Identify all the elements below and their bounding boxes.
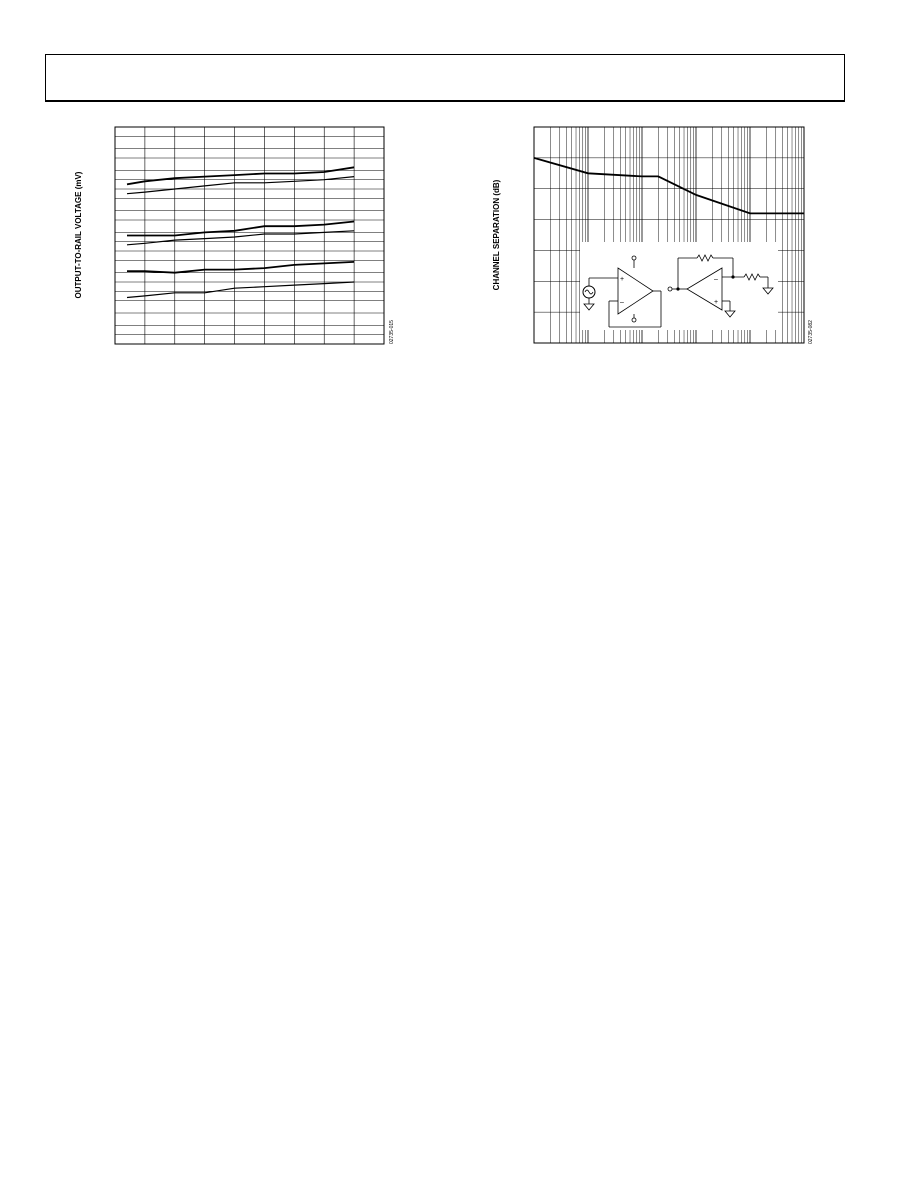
right-series-line-1 xyxy=(534,158,804,214)
left-y-axis-title: OUTPUT-TO-RAIL VOLTAGE (mV) xyxy=(74,171,83,299)
input-terminal-2 xyxy=(668,287,672,291)
left-series-line-3 xyxy=(127,222,354,236)
node-dot-out xyxy=(731,275,734,278)
channel-separation-chart xyxy=(478,118,818,358)
op-amp-1-vminus-terminal xyxy=(632,318,636,322)
right-series-group xyxy=(534,158,804,214)
output-to-rail-voltage-chart xyxy=(60,118,400,358)
op-amp-2-minus: – xyxy=(714,276,718,283)
right-figure-code: 02735-082 xyxy=(808,320,814,344)
inset-background xyxy=(580,242,778,330)
test-circuit-inset xyxy=(580,242,778,330)
op-amp-1-plus: + xyxy=(620,276,625,283)
op-amp-1-vplus-terminal xyxy=(632,256,636,260)
left-series-line-6 xyxy=(127,282,354,298)
left-series-line-1 xyxy=(127,167,354,184)
op-amp-2-plus: + xyxy=(714,299,719,306)
left-series-line-5 xyxy=(127,262,354,273)
left-figure-code: 02735-015 xyxy=(389,320,395,344)
op-amp-1-minus: – xyxy=(620,299,624,306)
left-series-line-4 xyxy=(127,231,354,245)
page-header-box xyxy=(45,54,845,102)
right-y-axis-title: CHANNEL SEPARATION (dB) xyxy=(492,179,501,291)
